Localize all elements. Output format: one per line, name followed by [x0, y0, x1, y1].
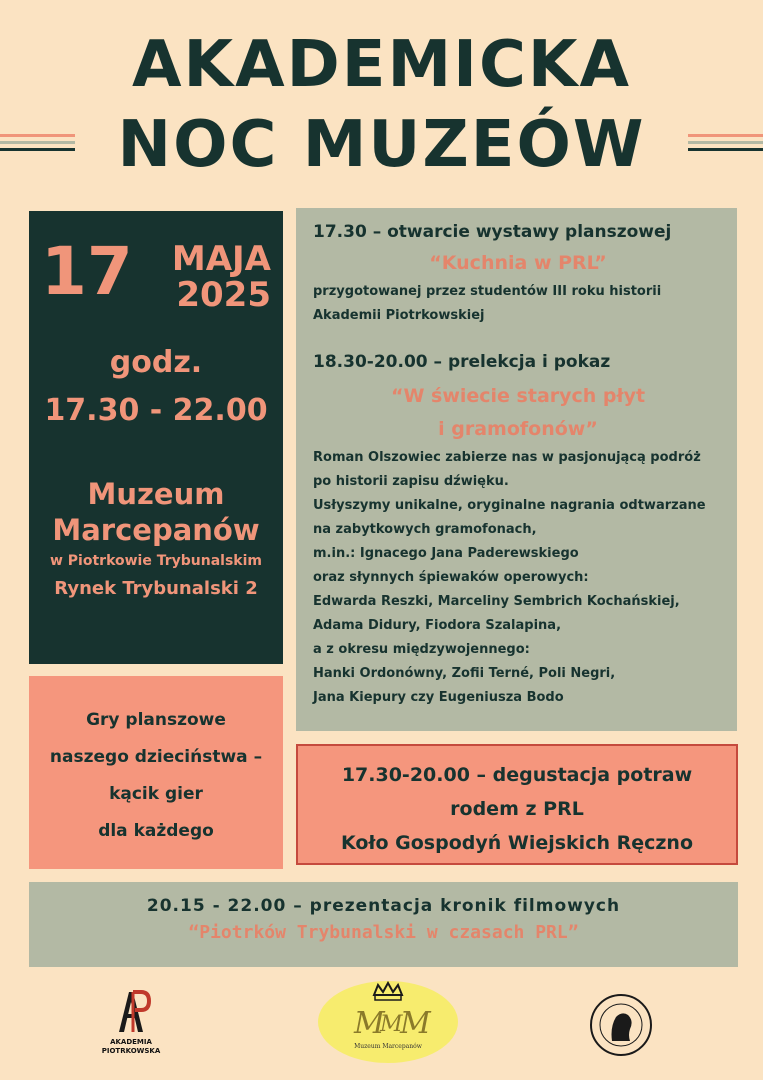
- date-location-panel: [29, 211, 283, 664]
- games-line3: kącik gier: [109, 784, 203, 804]
- event-year: 2025: [176, 275, 271, 315]
- svg-text:M: M: [380, 1012, 403, 1037]
- seal-icon: [584, 993, 659, 1057]
- akademia-piotrkowska-logo: [96, 988, 166, 1056]
- event2-line: oraz słynnych śpiewaków operowych:: [313, 570, 589, 585]
- event2-description: [313, 446, 737, 710]
- event-hours: 17.30 - 22.00: [44, 393, 268, 428]
- event2-line: Hanki Ordonówny, Zofii Terné, Poli Negri,: [313, 666, 616, 681]
- film-title: “Piotrków Trybunalski w czasach PRL”: [188, 922, 579, 943]
- event-day: 17: [41, 233, 133, 310]
- mm-logo-text: Muzeum Marcepanów: [354, 1043, 422, 1050]
- games-line1: Gry planszowe: [86, 710, 226, 730]
- bractwo-akademickie-logo: [584, 993, 659, 1057]
- muzeum-marcepanow-logo: [318, 981, 458, 1063]
- event2-line: Edwarda Reszki, Marceliny Sembrich Kochańskiej,: [313, 594, 680, 609]
- decorative-stripes-left: [0, 134, 75, 155]
- svg-text:M: M: [400, 1006, 431, 1041]
- event-month-year: [143, 241, 271, 313]
- event2-line: na zabytkowych gramofonach,: [313, 522, 537, 537]
- tasting-panel: [296, 744, 738, 865]
- crown-monogram-icon: [318, 981, 458, 1043]
- event2-line: Adama Didury, Fiodora Szalapina,: [313, 618, 562, 633]
- poster-title-line2: NOC MUZEÓW: [117, 108, 646, 182]
- venue-name: [29, 476, 283, 548]
- event1-heading: 17.30 – otwarcie wystawy planszowej: [313, 222, 672, 242]
- venue-name-line2: Marcepanów: [52, 513, 260, 547]
- event2-line: m.in.: Ignacego Jana Paderewskiego: [313, 546, 579, 561]
- ap-logo-line1: AKADEMIA: [110, 1038, 152, 1046]
- svg-text:M: M: [354, 1006, 385, 1041]
- decorative-stripes-right: [688, 134, 763, 155]
- film-heading: 20.15 - 22.00 – prezentacja kronik filmowych: [146, 896, 621, 916]
- event2-line: Jana Kiepury czy Eugeniusza Bodo: [313, 690, 564, 705]
- event2-title-line1: “W świecie starych płyt: [390, 385, 646, 407]
- event1-title: “Kuchnia w PRL”: [429, 252, 607, 274]
- event2-heading: 18.30-20.00 – prelekcja i pokaz: [313, 352, 611, 372]
- film-panel: [29, 882, 738, 967]
- games-line2: naszego dzieciństwa –: [49, 747, 263, 767]
- games-line4: dla każdego: [98, 821, 214, 841]
- event2-title-line2: i gramofonów”: [438, 418, 598, 440]
- ap-emblem-icon: [111, 988, 151, 1034]
- tasting-line1: 17.30-20.00 – degustacja potraw: [341, 764, 693, 786]
- program-panel: [296, 208, 737, 731]
- venue-name-line1: Muzeum: [87, 477, 225, 511]
- event2-line: Usłyszymy unikalne, oryginalne nagrania odtwarzane: [313, 498, 706, 513]
- venue-address: Rynek Trybunalski 2: [54, 578, 258, 599]
- event2-line: Roman Olszowiec zabierze nas w pasjonującą podróż: [313, 450, 701, 465]
- event-month: MAJA: [171, 239, 271, 279]
- tasting-line2: rodem z PRL: [450, 798, 584, 820]
- board-games-panel: [29, 676, 283, 869]
- tasting-line3: Koło Gospodyń Wiejskich Ręczno: [340, 832, 694, 854]
- ap-logo-line2: PIOTRKOWSKA: [101, 1047, 161, 1055]
- venue-city: w Piotrkowie Trybunalskim: [49, 553, 262, 569]
- event2-line: po historii zapisu dźwięku.: [313, 474, 509, 489]
- event1-description-line1: przygotowanej przez studentów III roku historii: [313, 284, 662, 299]
- poster-title-line1: AKADEMICKA: [131, 28, 632, 102]
- event2-line: a z okresu międzywojennego:: [313, 642, 530, 657]
- event1-description-line2: Akademii Piotrkowskiej: [313, 308, 485, 323]
- hours-label: godz.: [109, 345, 203, 380]
